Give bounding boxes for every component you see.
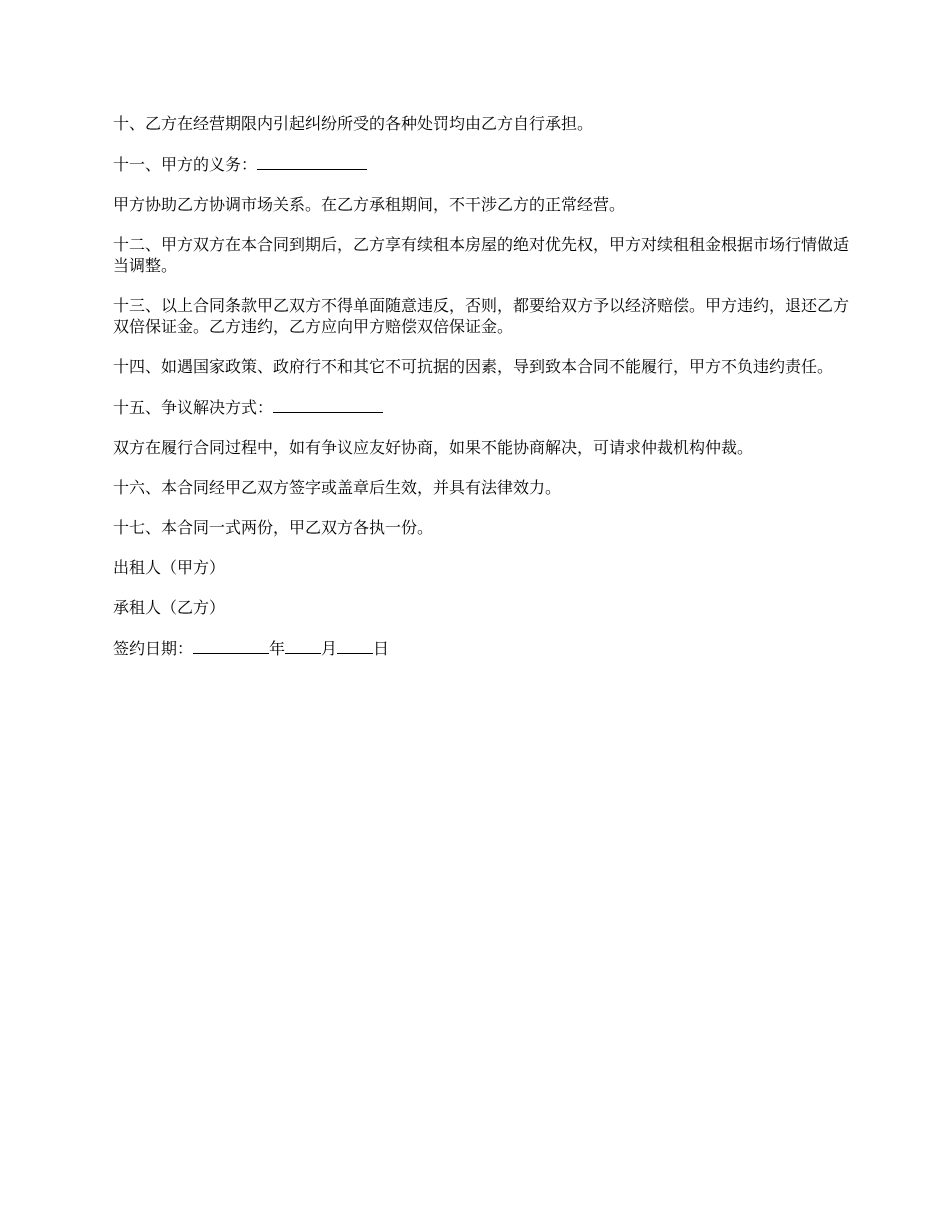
- clause-11-label: 十一、甲方的义务：: [113, 155, 258, 174]
- clause-13: 十三、以上合同条款甲乙双方不得单面随意违反，否则，都要给双方予以经济赔偿。甲方违约，退还乙方双倍保证金。乙方违约，乙方应向甲方赔偿双倍保证金。: [113, 296, 850, 336]
- clause-16: 十六、本合同经甲乙双方签字或盖章后生效，并具有法律效力。: [113, 478, 562, 497]
- clause-11-body: 甲方协助乙方协调市场关系。在乙方承租期间，不干涉乙方的正常经营。: [113, 195, 626, 214]
- signing-date-line: [113, 637, 855, 659]
- month-blank: [285, 637, 321, 654]
- clause-15-label: 十五、争议解决方式：: [113, 398, 274, 417]
- obligation-blank: [257, 153, 367, 170]
- year-label: 年: [269, 639, 286, 658]
- document-page: [113, 113, 855, 678]
- year-blank: [193, 637, 269, 654]
- clause-11-heading: [113, 153, 855, 175]
- day-label: 日: [373, 639, 390, 658]
- month-label: 月: [321, 639, 338, 658]
- clause-15-heading: [113, 396, 855, 418]
- lessor-line: 出租人（甲方）: [113, 558, 226, 577]
- dispute-method-blank: [273, 396, 383, 413]
- signing-date-label: 签约日期：: [113, 639, 194, 658]
- clause-12: 十二、甲方双方在本合同到期后，乙方享有续租本房屋的绝对优先权，甲方对续租租金根据市场行情做适当调整。: [113, 235, 850, 275]
- clause-17: 十七、本合同一式两份，甲乙双方各执一份。: [113, 518, 434, 537]
- clause-15-body: 双方在履行合同过程中，如有争议应友好协商，如果不能协商解决，可请求仲裁机构仲裁。: [113, 438, 754, 457]
- clause-10: 十、乙方在经营期限内引起纠纷所受的各种处罚均由乙方自行承担。: [113, 114, 594, 133]
- day-blank: [337, 637, 373, 654]
- lessee-line: 承租人（乙方）: [113, 598, 226, 617]
- clause-14: 十四、如遇国家政策、政府行不和其它不可抗据的因素，导到致本合同不能履行，甲方不负违约责任。: [113, 357, 834, 376]
